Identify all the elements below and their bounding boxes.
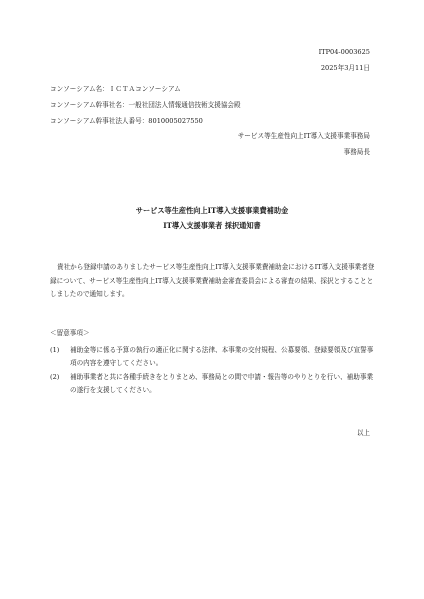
document-title-line2: IT導入支援事業者 採択通知書 (163, 221, 261, 230)
note-text: 補助事業者と共に各種手続きをとりまとめ、事務局との間で申請・報告等のやりとりを行い、補助事業の遂行を支援してください。 (70, 373, 374, 394)
closing-mark: 以上 (356, 429, 370, 437)
document-title-line1: サービス等生産性向上IT導入支援事業費補助金 (135, 206, 289, 215)
document-number: ITP04-0003625 (318, 48, 370, 56)
notice-paragraph: 貴社から登録申請のありましたサービス等生産性向上IT導入支援事業費補助金におけるIT導入支援事業者登録について、サービス等生産性向上IT導入支援事業費補助金審査委員会による審査の結果、採択とすることとしましたので通知します。 (50, 263, 375, 298)
sender-organization: サービス等生産性向上IT導入支援事業事務局 (237, 132, 370, 140)
note-item (50, 371, 376, 397)
consortium-name: コンソーシアム名：ＩＣＴＡコンソーシアム (50, 85, 181, 93)
sender-title: 事務局長 (343, 148, 370, 156)
issue-date: 2025年3月11日 (320, 64, 370, 72)
secretariat-company: コンソーシアム幹事社名：一般社団法人情報通信技術支援協会殿 (50, 101, 241, 109)
note-number: (2) (50, 373, 60, 381)
note-number: (1) (50, 346, 60, 354)
note-text: 補助金等に係る予算の執行の適正化に関する法律、本事業の交付規程、公募要領、登録要領及び宣誓事項の内容を遵守してください。 (70, 346, 374, 367)
corporate-number: コンソーシアム幹事社法人番号：8010005027550 (50, 117, 203, 125)
notes-heading: ＜留意事項＞ (50, 329, 90, 337)
note-item (50, 344, 376, 370)
